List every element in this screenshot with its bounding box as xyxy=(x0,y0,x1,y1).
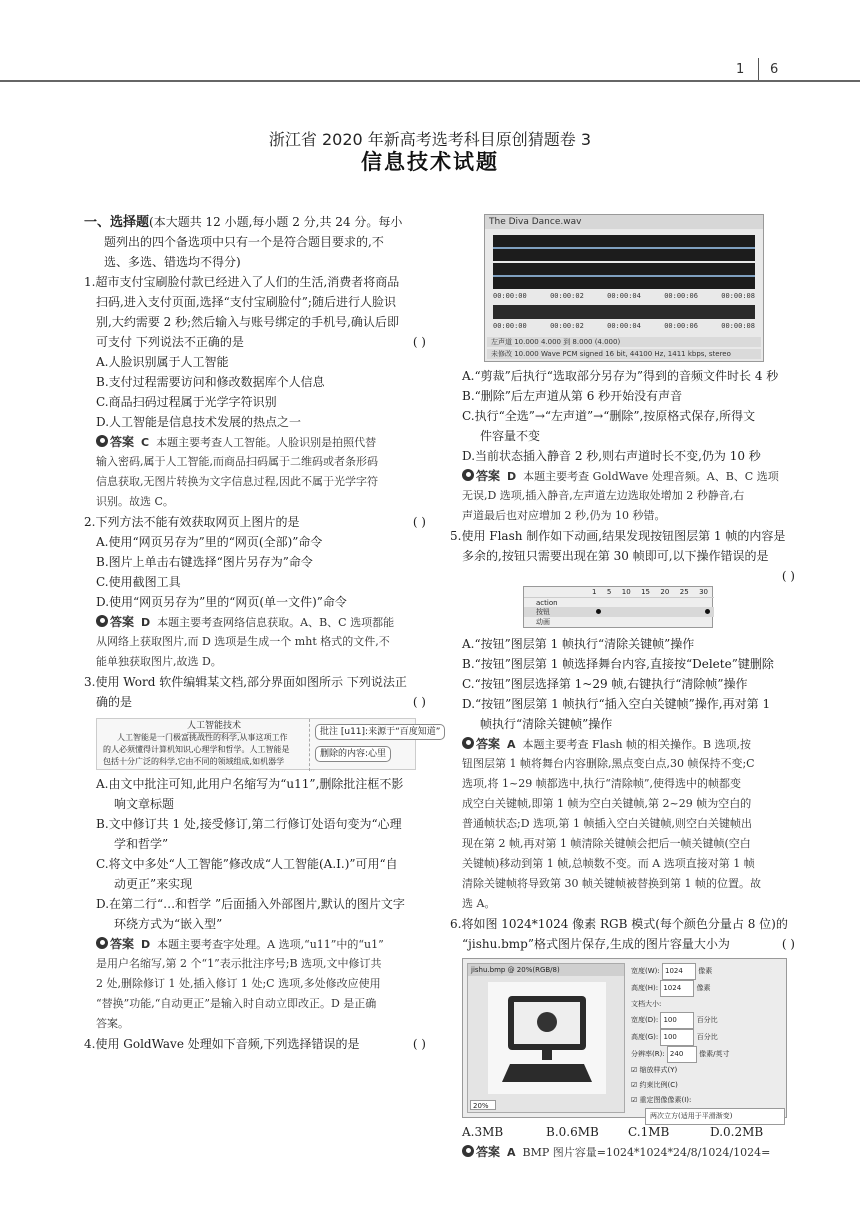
doc-width-row: 宽度(D): 100 百分比 xyxy=(631,1012,785,1029)
explanation: 能单独获取图片,故选 D。 xyxy=(96,655,222,668)
question-stem: “jishu.bmp”格式图片保存,生成的图片容量大小为 ( ) xyxy=(462,937,795,951)
explanation: 答案。 xyxy=(96,1017,129,1030)
resolution-row: 分辨率(R): 240 像素/英寸 xyxy=(631,1046,785,1063)
status-bar: 左声道 10.000 4.000 到 8.000 (4.000) xyxy=(487,337,761,347)
frame-ruler: 1 5 10 15 20 25 30 xyxy=(592,588,708,596)
explanation: 关键帧)移动到第 1 帧,总帧数不变。而 A 选项直接对第 1 帧 xyxy=(462,857,755,870)
explanation: 2 处,删除修订 1 处,插入修订 1 处;C 选项,多处修改应使用 xyxy=(96,977,381,990)
option: C.“按钮”图层选择第 1~29 帧,右键执行“清除帧”操作 xyxy=(462,677,748,691)
option: C.1MB xyxy=(628,1125,670,1139)
section-note: 选、多选、错选均不得分) xyxy=(104,255,241,269)
explanation: 信息获取,无图片转换为文字信息过程,因此不属于光学字符 xyxy=(96,475,378,488)
resample-checkbox[interactable]: ☑ 重定图像像素(I): xyxy=(631,1096,692,1104)
option: C.使用截图工具 xyxy=(96,575,181,589)
right-channel-waveform[interactable] xyxy=(493,263,755,289)
scale-styles-checkbox[interactable]: ☑ 缩放样式(Y) xyxy=(631,1066,678,1074)
document-tab[interactable]: jishu.bmp @ 20%(RGB/8) xyxy=(468,964,624,976)
question-stem: 可支付 下列说法不正确的是 ( ) xyxy=(96,335,426,349)
option: 件容量不变 xyxy=(480,429,541,443)
keyframe-marker[interactable] xyxy=(596,609,601,614)
answer-icon xyxy=(462,737,474,749)
option: A.“剪裁”后执行“选取部分另存为”得到的音频文件时长 4 秒 xyxy=(462,369,779,383)
option: B.“删除”后左声道从第 6 秒开始没有声音 xyxy=(462,389,683,403)
explanation: 普通帧状态;D 选项,第 1 帧插入空白关键帧,则空白关键帧出 xyxy=(462,817,753,830)
page-total: 6 xyxy=(770,62,779,77)
question-stem: 3.使用 Word 软件编辑某文档,部分界面如图所示 下列说法正 xyxy=(84,675,407,689)
option: B.支付过程需要访问和修改数据库个人信息 xyxy=(96,375,325,389)
paper-subtitle: 浙江省 2020 年新高考选考科目原创猜题卷 3 xyxy=(268,130,592,149)
width-input[interactable]: 1024 xyxy=(662,963,696,980)
answer-icon xyxy=(462,1145,474,1157)
doc-body: 包括十分广泛的科学,它由不同的领域组成,如机器学 xyxy=(103,757,285,766)
option: 学和哲学” xyxy=(114,837,169,851)
doc-body: 的人必须懂得计算机知识,心理学和哲学。人工智能是 xyxy=(103,745,290,754)
page-current: 1 xyxy=(736,62,745,77)
question-6 xyxy=(450,914,795,1162)
goldwave-screenshot xyxy=(484,214,764,362)
option: B.文中修订共 1 处,接受修订,第二行修订处语句变为“心理 xyxy=(96,817,402,831)
doc-width-input[interactable]: 100 xyxy=(660,1012,694,1029)
doc-body: 人工智能是一门极富挑战性的科学,从事这项工作 xyxy=(117,733,288,742)
doc-height-input[interactable]: 100 xyxy=(660,1029,694,1046)
answer-icon xyxy=(462,469,474,481)
explanation: 现在第 2 帧,再对第 1 帧清除关键帧会把后一帧关键帧(空白 xyxy=(462,837,751,850)
explanation: 选项,将 1~29 帧都选中,执行“清除帧”,使得选中的帧都变 xyxy=(462,777,741,790)
comment-balloon[interactable]: 批注 [u11]:来源于“百度知道” xyxy=(315,724,445,740)
question-stem: 多余的,按钮只需要出现在第 30 帧即可,以下操作错误的是 xyxy=(462,549,769,563)
question-4-stem: 4.使用 GoldWave 处理如下音频,下列选择错误的是 ( ) xyxy=(84,1037,426,1051)
explanation: 成空白关键帧,即第 1 帧为空白关键帧,第 2~29 帧为空白的 xyxy=(462,797,752,810)
doc-height-row: 高度(G): 100 百分比 xyxy=(631,1029,785,1046)
section-note: 题列出的四个备选项中只有一个是符合题目要求的,不 xyxy=(104,235,384,249)
explanation: 选 A。 xyxy=(462,897,496,910)
resolution-input[interactable]: 240 xyxy=(667,1046,697,1063)
question-stem: 1.超市支付宝刷脸付款已经进入了人们的生活,消费者将商品 xyxy=(84,275,400,289)
option: D.在第二行“…和哲学 ”后面插入外部图片,默认的图片文字 xyxy=(96,897,405,911)
explanation: “替换”功能,“自动更正”是输入时自动立即改正。D 是正确 xyxy=(96,997,377,1010)
resample-select[interactable]: 两次立方(适用于平滑渐变) xyxy=(645,1108,785,1125)
document-window xyxy=(467,963,625,1113)
explanation: 从网络上获取图片,而 D 选项是生成一个 mht 格式的文件,不 xyxy=(96,635,390,648)
section-heading: 一、选择题(本大题共 12 小题,每小题 2 分,共 24 分。每小 xyxy=(84,215,403,230)
doc-heading: 人工智能技术 xyxy=(187,721,242,731)
window-title: The Diva Dance.wav xyxy=(485,215,763,229)
explanation: 识别。故选 C。 xyxy=(96,495,174,508)
zoom-field[interactable]: 20% xyxy=(470,1100,496,1110)
revision-balloon[interactable]: 删除的内容:心里 xyxy=(315,746,391,762)
explanation: 是用户名缩写,第 2 个“1”表示批注序号;B 选项,文中修订共 xyxy=(96,957,382,970)
pixel-height-row: 高度(H): 1024 像素 xyxy=(631,980,785,997)
overview-waveform[interactable] xyxy=(493,305,755,319)
explanation: 无误,D 选项,插入静音,左声道左边选取处增加 2 秒静音,右 xyxy=(462,489,745,502)
answer: 答案 D 本题主要考查 GoldWave 处理音频。A、B、C 选项 xyxy=(450,466,795,486)
option: C.执行“全选”→“左声道”→“删除”,按原格式保存,所得文 xyxy=(462,409,756,423)
answer-icon xyxy=(96,435,108,447)
page-separator xyxy=(758,58,759,80)
option: D.使用“网页另存为”里的“网页(单一文件)”命令 xyxy=(96,595,347,609)
status-bar: 未修改 10.000 Wave PCM signed 16 bit, 44100 Hz, 1411 kbps, stereo xyxy=(487,349,761,359)
answer-icon xyxy=(96,615,108,627)
timeline-ruler: 00:00:00 00:00:02 00:00:04 00:00:06 00:00:08 xyxy=(493,292,755,300)
paper-title: 信息技术试题 xyxy=(361,150,499,174)
layer-button[interactable]: 按钮 xyxy=(524,607,714,617)
question-stem: 6.将如图 1024*1024 像素 RGB 模式(每个颜色分量占 8 位)的 xyxy=(450,917,788,931)
option: D.“按钮”图层第 1 帧执行“插入空白关键帧”操作,再对第 1 xyxy=(462,697,771,711)
question-stem: 扫码,进入支付页面,选择“支付宝刷脸付”;随后进行人脸识 xyxy=(96,295,396,309)
doc-size-label: 文档大小: xyxy=(631,1000,662,1008)
option: 响文章标题 xyxy=(114,797,175,811)
answer-paren: ( ) xyxy=(781,569,795,583)
question-stem: 别,大约需要 2 秒;然后输入与账号绑定的手机号,确认后即 xyxy=(96,315,399,329)
image-size-dialog xyxy=(631,963,785,1120)
question-stem: 2.下列方法不能有效获取网页上图片的是 ( ) xyxy=(84,515,426,529)
option: B.图片上单击右键选择“图片另存为”命令 xyxy=(96,555,313,569)
answer: 答案 C 本题主要考查人工智能。人脸识别是拍照代替 xyxy=(84,432,426,452)
option: 环绕方式为“嵌入型” xyxy=(114,917,223,931)
computer-icon xyxy=(488,982,606,1094)
right-column xyxy=(450,212,795,1162)
option: C.将文中多处“人工智能”修改成“人工智能(A.I.)”可用“自 xyxy=(96,857,398,871)
explanation: 钮图层第 1 帧将舞台内容删除,黑点变白点,30 帧保持不变;C xyxy=(462,757,755,770)
answer: 答案 D 本题主要考查字处理。A 选项,“u11”中的“u1” xyxy=(84,934,426,954)
height-input[interactable]: 1024 xyxy=(660,980,694,997)
option: B.0.6MB xyxy=(546,1125,599,1139)
question-1 xyxy=(84,272,426,512)
options-row xyxy=(450,1122,795,1142)
option: A.使用“网页另存为”里的“网页(全部)”命令 xyxy=(96,535,323,549)
option: A.3MB xyxy=(462,1125,504,1139)
question-2 xyxy=(84,512,426,672)
answer: 答案 D 本题主要考查网络信息获取。A、B、C 选项都能 xyxy=(84,612,426,632)
explanation: 输入密码,属于人工智能,而商品扫码属于二维码或者条形码 xyxy=(96,455,378,468)
constrain-checkbox[interactable]: ☑ 约束比例(C) xyxy=(631,1081,678,1089)
explanation: 清除关键帧将导致第 30 帧关键帧被替换到第 1 帧的位置。故 xyxy=(462,877,761,890)
layer-animation[interactable]: 动画 xyxy=(536,618,550,626)
option: 动更正”来实现 xyxy=(114,877,193,891)
word-screenshot xyxy=(96,718,441,770)
option: A.人脸识别属于人工智能 xyxy=(96,355,229,369)
answer-icon xyxy=(96,937,108,949)
option: C.商品扫码过程属于光学字符识别 xyxy=(96,395,277,409)
overview-ruler: 00:00:00 00:00:02 00:00:04 00:00:06 00:00:08 xyxy=(493,322,755,330)
keyframe-marker[interactable] xyxy=(705,609,710,614)
option: D.0.2MB xyxy=(710,1125,764,1139)
option: A.由文中批注可知,此用户名缩写为“u11”,删除批注框不影 xyxy=(96,777,404,791)
question-3 xyxy=(84,672,441,1034)
left-channel-waveform[interactable] xyxy=(493,235,755,261)
option: D.人工智能是信息技术发展的热点之一 xyxy=(96,415,302,429)
flash-timeline xyxy=(523,586,713,628)
question-5 xyxy=(450,526,795,914)
option: B.“按钮”图层第 1 帧选择舞台内容,直接按“Delete”键删除 xyxy=(462,657,774,671)
question-stem: 确的是 ( ) xyxy=(96,695,426,709)
layer-action[interactable]: action xyxy=(524,597,714,607)
photoshop-screenshot xyxy=(462,958,787,1118)
pixel-width-row: 宽度(W): 1024 像素 xyxy=(631,963,785,980)
markup-divider xyxy=(309,719,310,771)
question-stem: 5.使用 Flash 制作如下动画,结果发现按钮图层第 1 帧的内容是 xyxy=(450,529,786,543)
left-column xyxy=(84,212,441,1054)
header-rule xyxy=(0,80,860,82)
answer: 答案 A 本题主要考查 Flash 帧的相关操作。B 选项,按 xyxy=(450,734,795,754)
option: 帧执行“清除关键帧”操作 xyxy=(480,717,613,731)
answer: 答案 A BMP 图片容量=1024*1024*24/8/1024/1024= xyxy=(450,1142,795,1162)
option: D.当前状态插入静音 2 秒,则右声道时长不变,仍为 10 秒 xyxy=(462,449,761,463)
explanation: 声道最后也对应增加 2 秒,仍为 10 秒错。 xyxy=(462,509,666,522)
option: A.“按钮”图层第 1 帧执行“清除关键帧”操作 xyxy=(462,637,695,651)
